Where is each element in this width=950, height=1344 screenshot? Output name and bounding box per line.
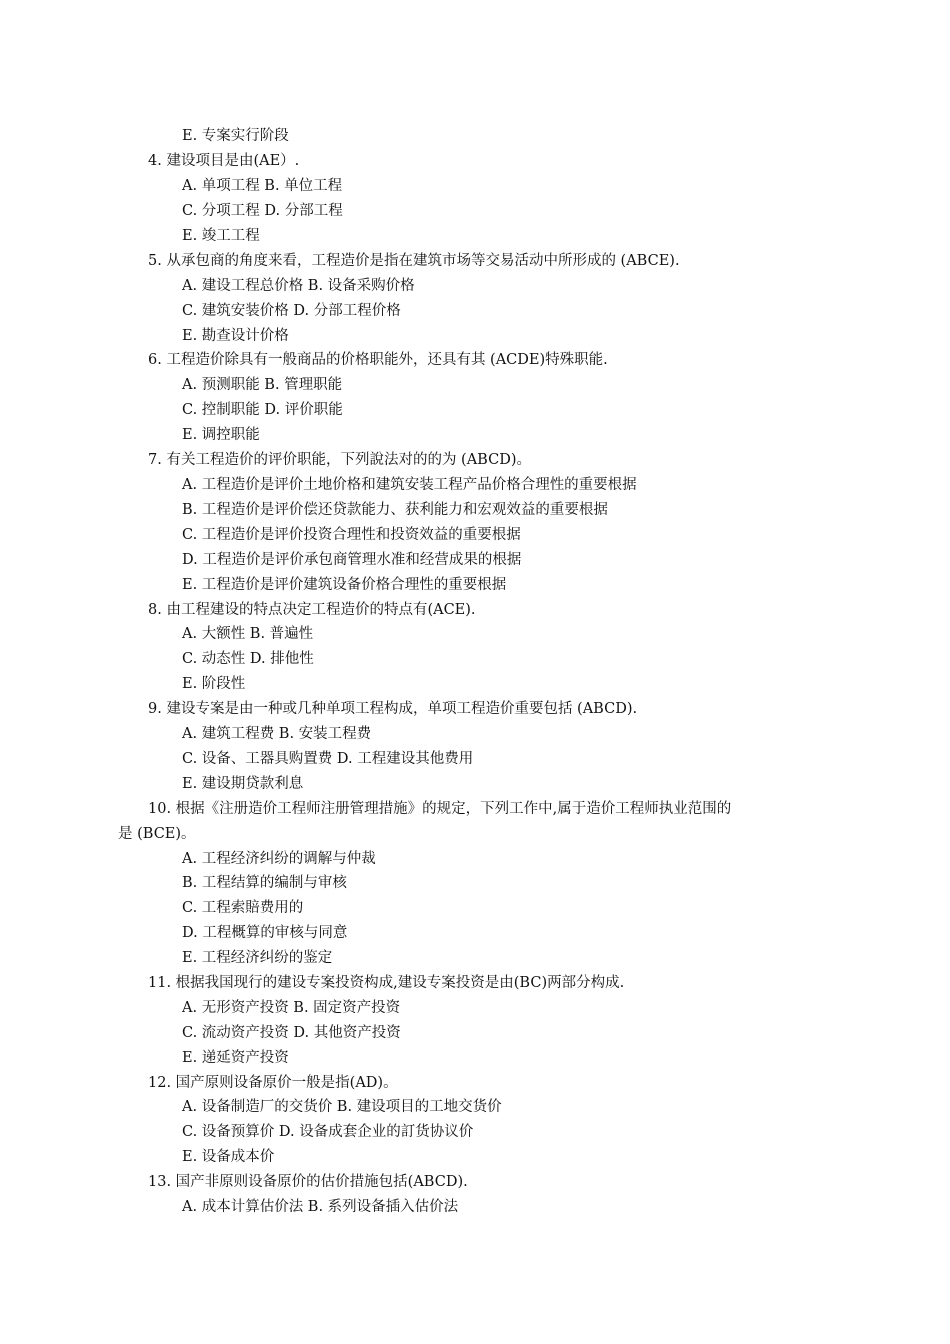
option-line: E. 设备成本价 <box>182 1149 275 1165</box>
option-line: E. 竣工工程 <box>182 228 260 244</box>
option-line: A. 无形资产投资 B. 固定资产投资 <box>182 1000 401 1016</box>
question-4: 4. 建设项目是由(AE）. <box>148 153 300 169</box>
option-line: A. 单项工程 B. 单位工程 <box>182 178 343 194</box>
option-line: A. 预测职能 B. 管理职能 <box>182 377 343 393</box>
question-6: 6. 工程造价除具有一般商品的价格职能外，还具有其 (ACDE)特殊职能. <box>148 352 608 368</box>
option-line: E. 工程经济纠纷的鉴定 <box>182 950 333 966</box>
question-8: 8. 由工程建设的特点决定工程造价的特点有(ACE). <box>148 602 476 618</box>
option-line: E. 阶段性 <box>182 676 246 692</box>
option-line: E. 勘查设计价格 <box>182 328 289 344</box>
option-line: D. 工程概算的审核与同意 <box>182 925 348 941</box>
option-line: C. 设备预算价 D. 设备成套企业的訂货协议价 <box>182 1124 474 1140</box>
question-13: 13. 国产非原则设备原价的估价措施包括(ABCD). <box>148 1174 468 1190</box>
option-line: C. 工程索賠费用的 <box>182 900 304 916</box>
option-line: A. 成本计算估价法 B. 系列设备插入估价法 <box>182 1199 459 1215</box>
option-line: A. 建设工程总价格 B. 设备采购价格 <box>182 278 415 294</box>
option-line: A. 工程造价是评价土地价格和建筑安装工程产品价格合理性的重要根据 <box>182 477 637 493</box>
option-line: D. 工程造价是评价承包商管理水准和经营成果的根据 <box>182 552 522 568</box>
option-line: A. 建筑工程费 B. 安装工程费 <box>182 726 372 742</box>
option-line: C. 控制职能 D. 评价职能 <box>182 402 343 418</box>
question-12: 12. 国产原则设备原价一般是指(AD)。 <box>148 1075 398 1091</box>
option-line: E. 调控职能 <box>182 427 260 443</box>
option-line: C. 工程造价是评价投资合理性和投资效益的重要根据 <box>182 527 521 543</box>
option-line: E. 建设期贷款利息 <box>182 776 304 792</box>
option-line: E. 工程造价是评价建筑设备价格合理性的重要根据 <box>182 577 507 593</box>
option-line: C. 流动资产投资 D. 其他资产投资 <box>182 1025 401 1041</box>
option-line: A. 工程经济纠纷的调解与仲裁 <box>182 851 376 867</box>
option-line: E. 递延资产投资 <box>182 1050 289 1066</box>
option-line: E. 专案实行阶段 <box>182 128 289 144</box>
question-9: 9. 建设专案是由一种或几种单项工程构成，单项工程造价重要包括 (ABCD). <box>148 701 638 717</box>
option-line: A. 设备制造厂的交货价 B. 建设项目的工地交货价 <box>182 1099 502 1115</box>
question-5: 5. 从承包商的角度来看，工程造价是指在建筑市场等交易活动中所形成的 (ABCE). <box>148 253 680 269</box>
option-line: A. 大额性 B. 普遍性 <box>182 626 314 642</box>
question-10-continued: 是 (BCE)。 <box>118 826 196 842</box>
option-line: C. 设备、工器具购置费 D. 工程建设其他费用 <box>182 751 474 767</box>
option-line: C. 分项工程 D. 分部工程 <box>182 203 343 219</box>
question-11: 11. 根据我国现行的建设专案投资构成,建设专案投资是由(BC)两部分构成. <box>148 975 625 991</box>
option-line: B. 工程造价是评价偿还贷款能力、获利能力和宏观效益的重要根据 <box>182 502 608 518</box>
option-line: B. 工程结算的编制与审核 <box>182 875 347 891</box>
option-line: C. 动态性 D. 排他性 <box>182 651 314 667</box>
option-line: C. 建筑安装价格 D. 分部工程价格 <box>182 303 401 319</box>
question-10: 10. 根据《注册造价工程师注册管理措施》的规定，下列工作中,属于造价工程师执业范围的 <box>148 801 732 817</box>
question-7: 7. 有关工程造价的评价职能，下列說法对的的为 (ABCD)。 <box>148 452 531 468</box>
